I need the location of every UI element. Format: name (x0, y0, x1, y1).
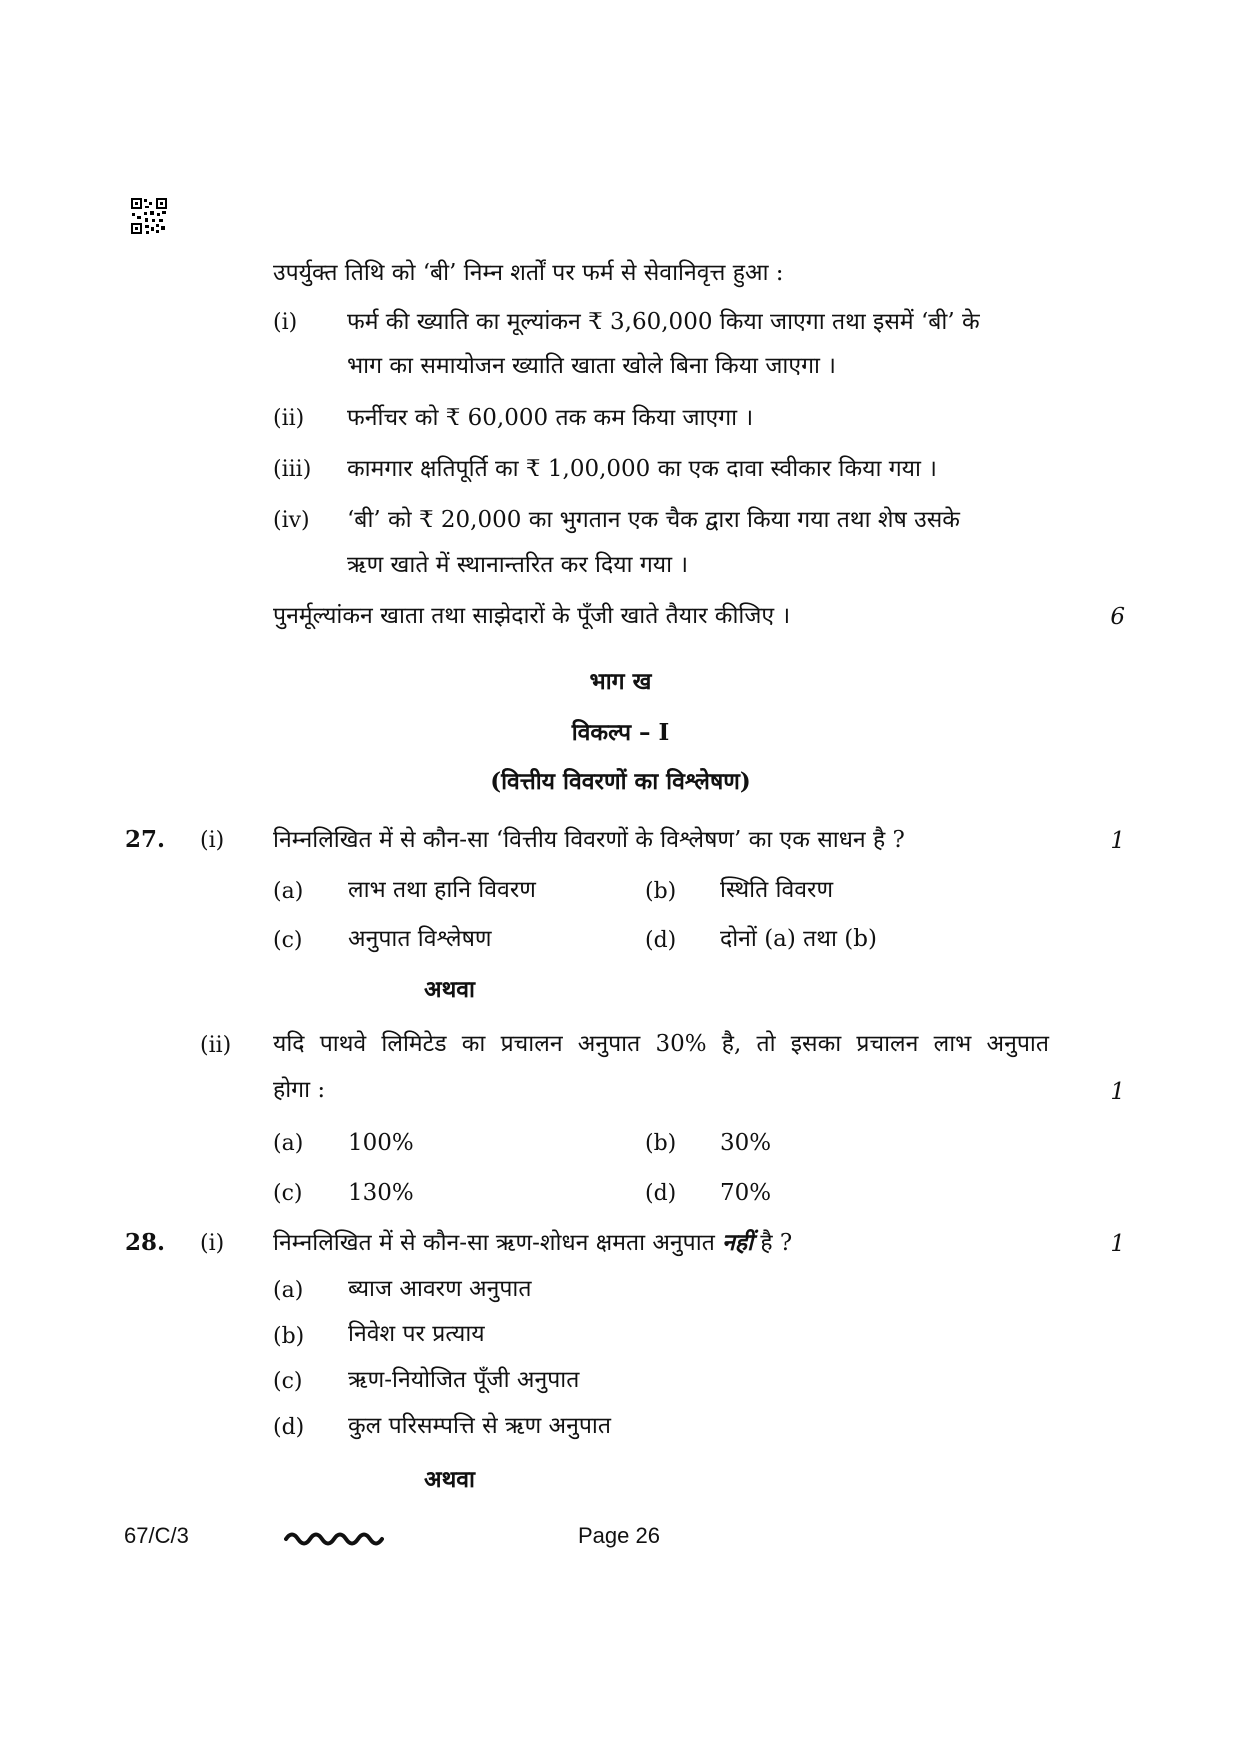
retirement-intro: उपर्युक्त तिथि को ‘बी’ निम्न शर्तों पर फर्म से सेवानिवृत्त हुआ : (273, 260, 784, 286)
question-text: निम्नलिखित में से कौन-सा ‘वित्तीय विवरणों के विश्लेषण’ का एक साधन है ? (273, 827, 905, 853)
option-label: (c) (273, 928, 303, 953)
option-text: लाभ तथा हानि विवरण (348, 877, 536, 903)
question-text: यदि पाथवे लिमिटेड का प्रचालन अनुपात 30% है, तो इसका प्रचालन लाभ अनुपात (273, 1031, 1049, 1057)
option-label: (c) (273, 1181, 303, 1206)
condition-text: फर्नीचर को ₹ 60,000 तक कम किया जाएगा । (347, 405, 754, 431)
option-label: (c) (273, 1369, 303, 1394)
question-text-end: है ? (753, 1230, 793, 1256)
condition-text: भाग का समायोजन ख्याति खाता खोले बिना किया जाएगा । (347, 353, 836, 379)
option-label: (b) (645, 879, 677, 904)
option-text: 100% (348, 1130, 414, 1156)
option-text: ब्याज आवरण अनुपात (348, 1276, 532, 1302)
condition-text: ‘बी’ को ₹ 20,000 का भुगतान एक चैक द्वारा किया गया तथा शेष उसके (347, 507, 960, 533)
condition-label: (ii) (273, 406, 305, 431)
option-text: दोनों (a) तथा (b) (720, 926, 877, 952)
question-number: 28. (125, 1229, 166, 1256)
or-separator: अथवा (424, 976, 476, 1003)
condition-label: (iv) (273, 508, 310, 533)
option-label: (b) (273, 1324, 305, 1349)
condition-text: कामगार क्षतिपूर्ति का ₹ 1,00,000 का एक दावा स्वीकार किया गया । (347, 456, 937, 482)
wave-decoration-icon (284, 1527, 384, 1547)
option-heading: विकल्प – I (571, 719, 670, 746)
marks: 1 (1110, 1079, 1125, 1105)
option-label: (d) (645, 1181, 677, 1206)
option-text: निवेश पर प्रत्याय (348, 1321, 485, 1347)
instruction-text: पुनर्मूल्यांकन खाता तथा साझेदारों के पूँजी खाते तैयार कीजिए । (273, 603, 791, 629)
option-label: (a) (273, 1278, 304, 1303)
condition-text: फर्म की ख्याति का मूल्यांकन ₹ 3,60,000 किया जाएगा तथा इसमें ‘बी’ के (347, 309, 980, 335)
condition-label: (i) (273, 310, 298, 335)
option-text: कुल परिसम्पत्ति से ऋण अनुपात (348, 1413, 611, 1439)
part-heading: भाग ख (589, 668, 652, 695)
or-separator: अथवा (424, 1466, 476, 1493)
option-text: 130% (348, 1180, 414, 1206)
option-label: (d) (645, 928, 677, 953)
emphasis-not: नहीं (722, 1229, 754, 1256)
option-label: (b) (645, 1131, 677, 1156)
option-label: (a) (273, 879, 304, 904)
marks: 1 (1110, 1231, 1125, 1257)
paper-code: 67/C/3 (124, 1523, 189, 1548)
option-text: 70% (720, 1180, 772, 1206)
question-part-label: (ii) (200, 1033, 232, 1058)
question-part-label: (i) (200, 828, 225, 853)
marks: 6 (1110, 604, 1125, 630)
option-text: ऋण-नियोजित पूँजी अनुपात (348, 1367, 580, 1393)
question-text-start: निम्नलिखित में से कौन-सा ऋण-शोधन क्षमता अनुपात (273, 1230, 723, 1256)
option-text: स्थिति विवरण (720, 877, 834, 903)
option-text: अनुपात विश्लेषण (348, 926, 492, 952)
qr-code (130, 197, 168, 235)
question-part-label: (i) (200, 1231, 225, 1256)
page-number: Page 26 (578, 1523, 660, 1548)
question-text: होगा : (273, 1077, 326, 1103)
subject-heading: (वित्तीय विवरणों का विश्लेषण) (490, 768, 751, 795)
question-number: 27. (125, 826, 166, 853)
option-text: 30% (720, 1130, 772, 1156)
condition-text: ऋण खाते में स्थानान्तरित कर दिया गया । (347, 552, 689, 578)
question-text (273, 1228, 792, 1258)
option-label: (a) (273, 1131, 304, 1156)
condition-label: (iii) (273, 457, 312, 482)
option-label: (d) (273, 1415, 305, 1440)
marks: 1 (1110, 828, 1125, 854)
